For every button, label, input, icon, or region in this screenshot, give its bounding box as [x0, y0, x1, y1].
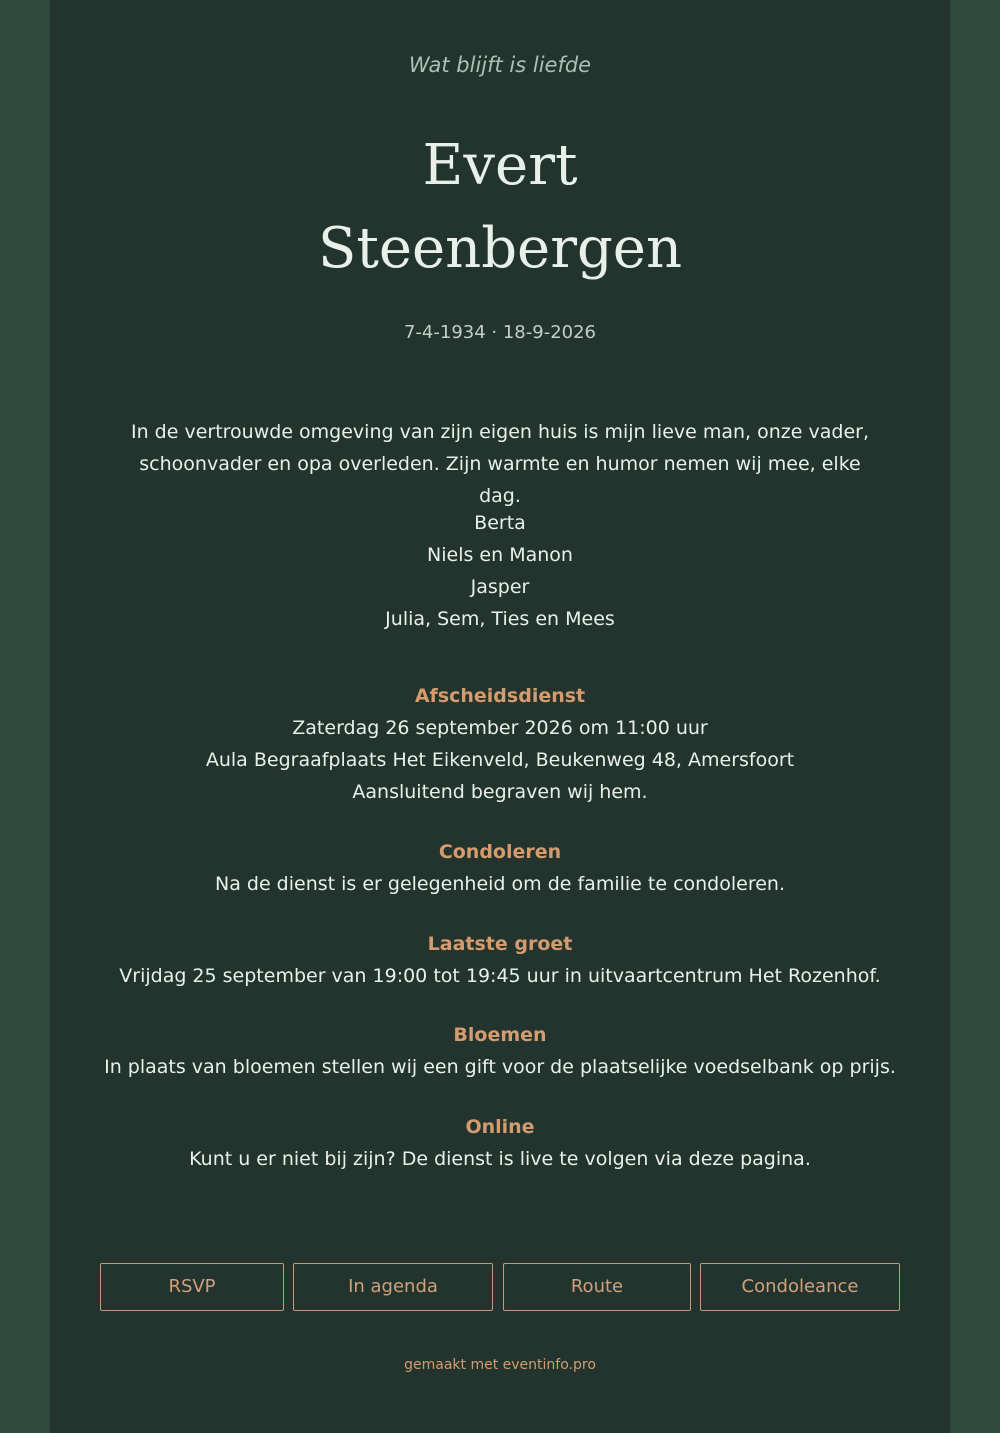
- section-flowers: [90, 1019, 910, 1083]
- section-line: Aansluitend begraven wij hem.: [352, 781, 648, 803]
- section-heading: Bloemen: [453, 1024, 547, 1046]
- announcement-message: [120, 416, 880, 512]
- section-line: Kunt u er niet bij zijn? De dienst is live te volgen via deze pagina.: [189, 1148, 811, 1170]
- last-name: Steenbergen: [317, 216, 683, 281]
- life-dates: 7-4-1934 · 18-9-2026: [403, 322, 597, 343]
- family-member: Niels en Manon: [427, 544, 573, 566]
- section-line: Zaterdag 26 september 2026 om 11:00 uur: [292, 717, 708, 739]
- section-last-greeting: [90, 928, 910, 992]
- rsvp-button[interactable]: RSVP: [100, 1263, 284, 1311]
- condolence-button[interactable]: Condoleance: [700, 1263, 900, 1311]
- section-heading: Condoleren: [438, 841, 562, 863]
- section-heading: Laatste groet: [427, 933, 573, 955]
- deceased-name: [50, 124, 950, 290]
- family-member: Julia, Sem, Ties en Mees: [385, 608, 615, 630]
- announcement-card: [50, 0, 950, 1433]
- family-list: [50, 507, 950, 635]
- footer-credit[interactable]: gemaakt met eventinfo.pro: [404, 1357, 596, 1373]
- message-line: schoonvader en opa overleden. Zijn warmte en humor nemen wij mee, elke dag.: [139, 453, 861, 507]
- section-condolences: [90, 836, 910, 900]
- add-to-agenda-button[interactable]: In agenda: [293, 1263, 493, 1311]
- family-member: Berta: [474, 512, 526, 534]
- section-line: In plaats van bloemen stellen wij een gift voor de plaatselijke voedselbank op prijs.: [104, 1056, 896, 1078]
- tagline: Wat blijft is liefde: [408, 53, 592, 77]
- route-button[interactable]: Route: [503, 1263, 691, 1311]
- section-farewell-service: [90, 680, 910, 808]
- section-line: Vrijdag 25 september van 19:00 tot 19:45 uur in uitvaartcentrum Het Rozenhof.: [119, 965, 881, 987]
- section-heading: Online: [465, 1116, 535, 1138]
- section-heading: Afscheidsdienst: [414, 685, 586, 707]
- family-member: Jasper: [470, 576, 530, 598]
- section-line: Na de dienst is er gelegenheid om de familie te condoleren.: [215, 873, 785, 895]
- section-line: Aula Begraafplaats Het Eikenveld, Beukenweg 48, Amersfoort: [205, 749, 795, 771]
- first-name: Evert: [422, 133, 578, 198]
- action-buttons: [100, 1263, 900, 1311]
- section-online: [90, 1111, 910, 1175]
- message-line: In de vertrouwde omgeving van zijn eigen huis is mijn lieve man, onze vader,: [130, 421, 869, 443]
